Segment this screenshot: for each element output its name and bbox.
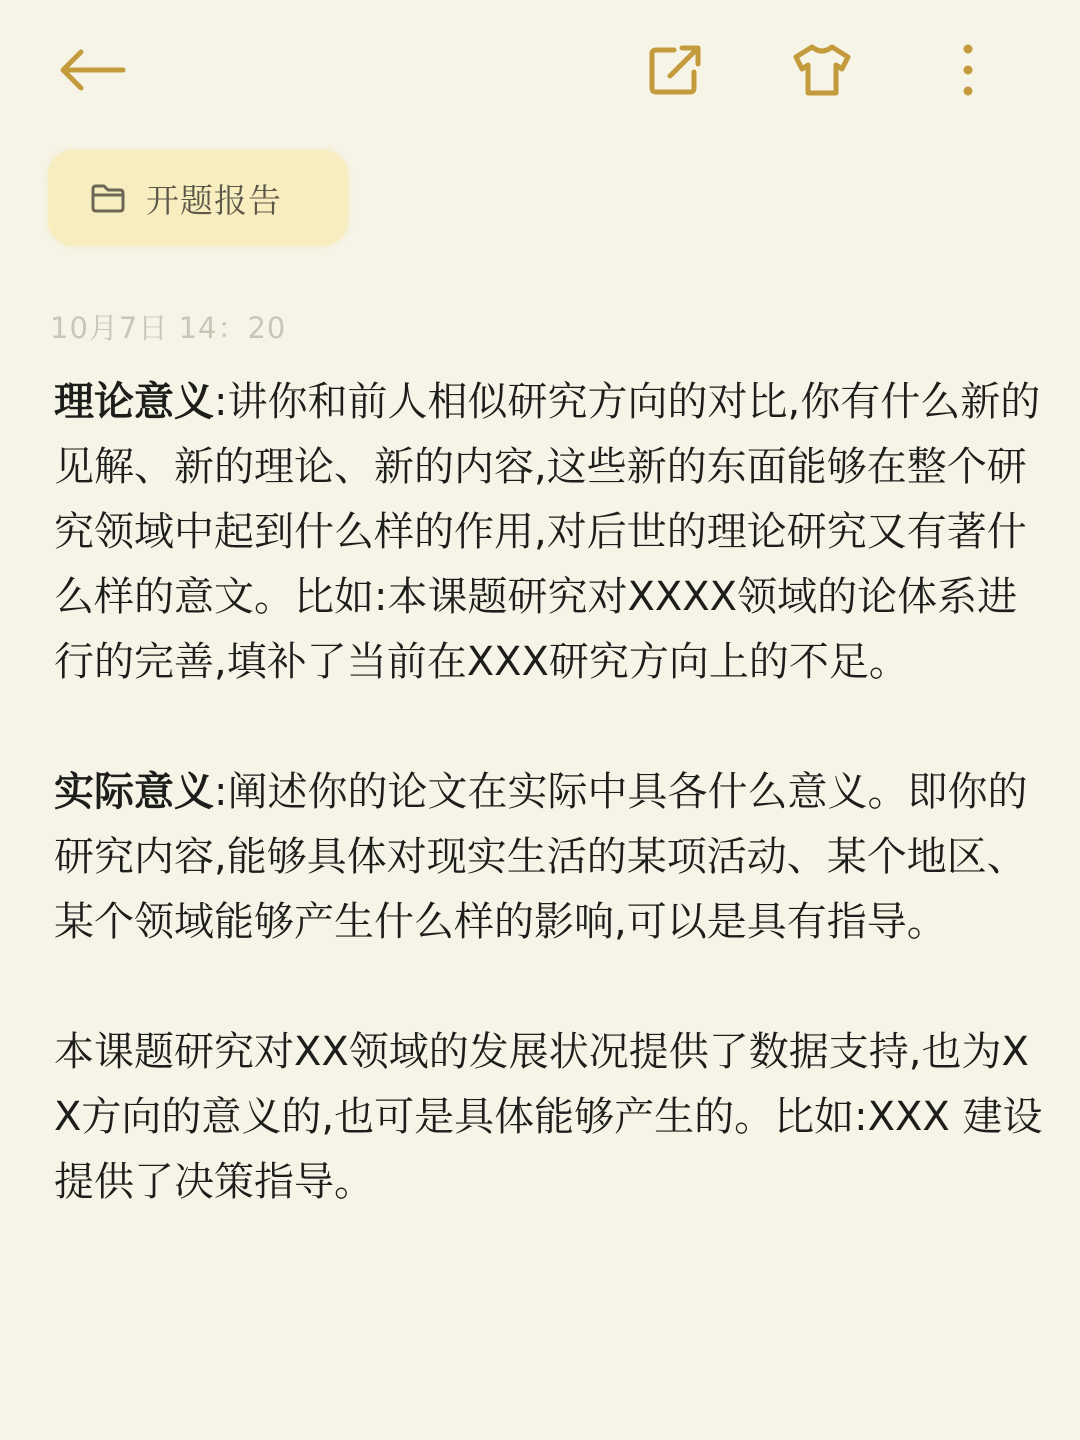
share-export-icon <box>648 44 704 96</box>
theme-button[interactable] <box>786 36 858 104</box>
note-content[interactable] <box>54 370 1044 1215</box>
more-options-button[interactable] <box>936 36 1000 104</box>
top-toolbar <box>0 0 1080 140</box>
tshirt-theme-icon <box>792 43 852 97</box>
note-paragraph-theoretical <box>54 370 1044 695</box>
note-paragraph-practical <box>54 760 1044 955</box>
paragraph-heading: 理论意义 <box>54 379 214 425</box>
note-paragraph-summary <box>54 1020 1044 1215</box>
folder-chip[interactable] <box>48 150 348 246</box>
arrow-left-icon <box>57 48 127 92</box>
more-vertical-icon <box>962 43 974 97</box>
folder-label: 开题报告 <box>146 180 282 220</box>
paragraph-heading: 实际意义 <box>54 769 214 815</box>
share-button[interactable] <box>640 36 712 104</box>
folder-icon <box>90 182 126 214</box>
paragraph-text: :阐述你的论文在实际中具各什么意义。即你的研究内容,能够具体对现实生活的某项活动、某个地区、某个领域能够产生什么样的影响,可以是具有指导。 <box>54 769 1028 945</box>
paragraph-text: :讲你和前人相似研究方向的对比,你有什么新的见解、新的理论、新的内容,这些新的东面能够在整个研究领域中起到什么样的作用,对后世的理论研究又有著什么样的意文。比如:本课题研究对XXXX领域的论体系进行的完善,填补了当前在XXX研究方向上的不足。 <box>54 379 1041 685</box>
paragraph-text: 本课题研究对XX领域的发展状况提供了数据支持,也为XX方向的意义的,也可是具体能够产生的。比如:XXX 建设提供了决策指导。 <box>54 1029 1043 1205</box>
back-button[interactable] <box>52 36 132 104</box>
note-timestamp: 10月7日 14：20 <box>50 311 287 345</box>
